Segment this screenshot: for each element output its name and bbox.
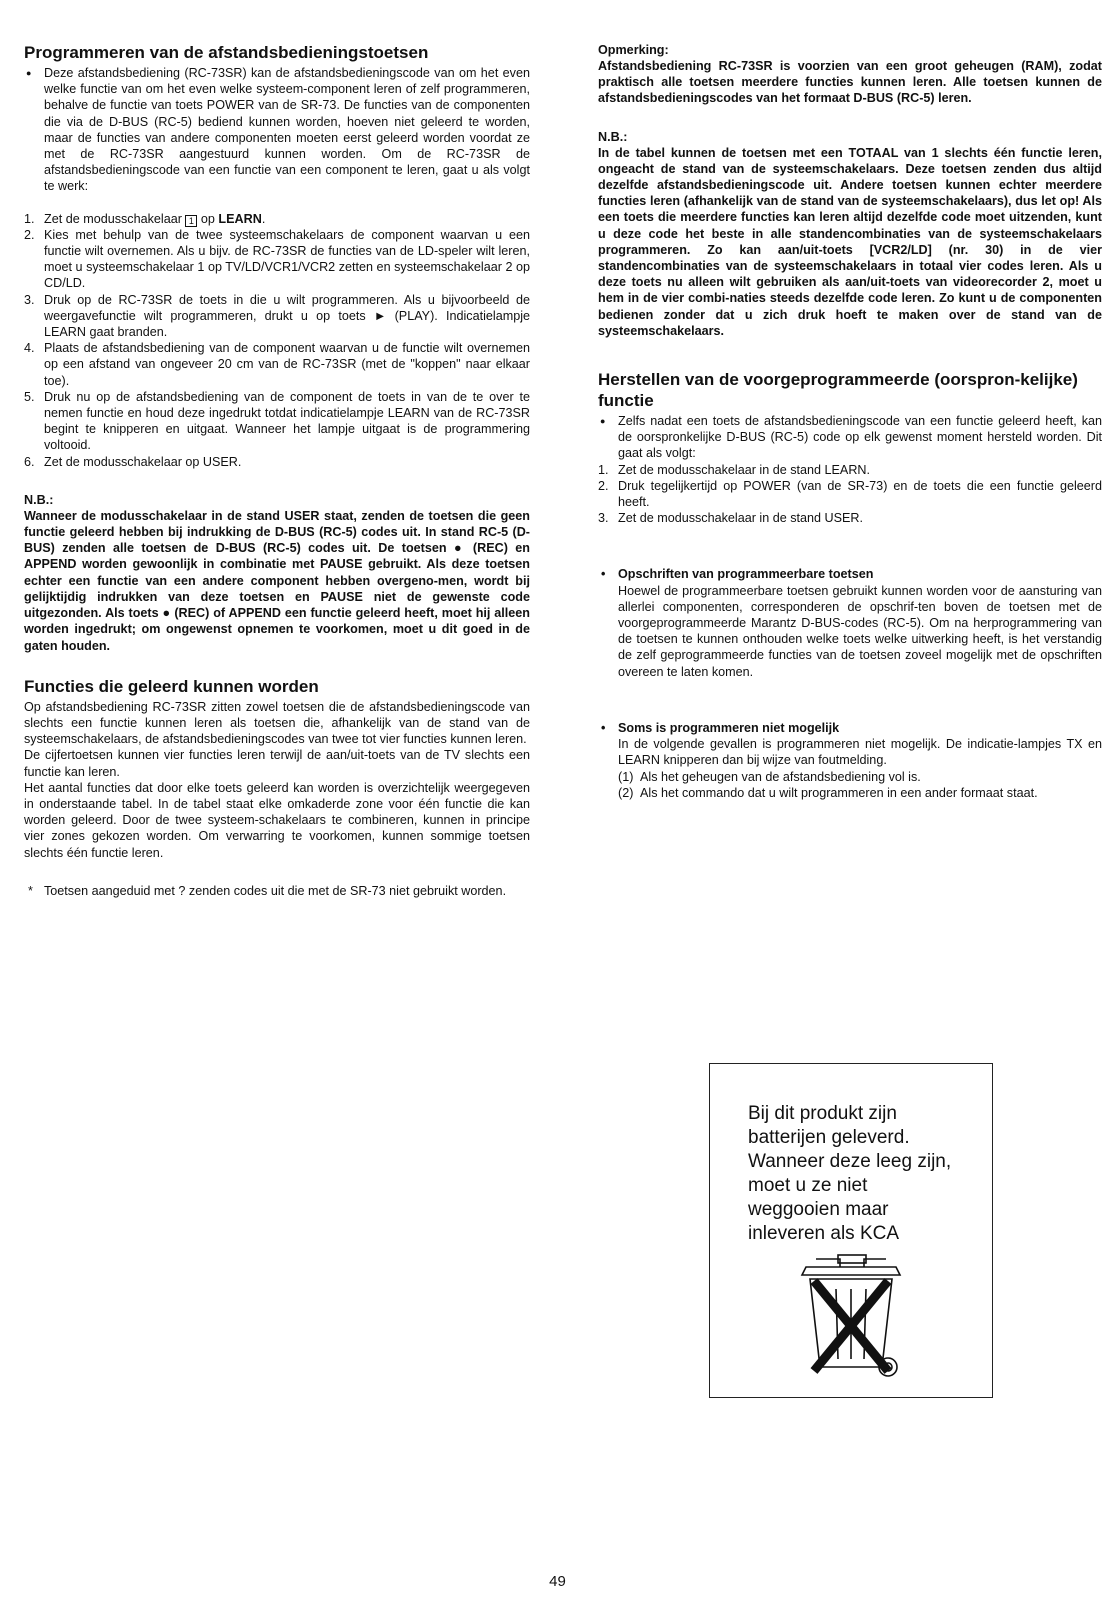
nb-title-left: N.B.:: [24, 492, 54, 507]
heading-herstellen: Herstellen van de voorgeprogrammeerde (oorspron-kelijke) functie: [598, 370, 1078, 411]
labels-text: Hoewel de programmeerbare toetsen gebruikt kunnen worden voor de aansturing van allerlei componenten, corresponderen de opschrif-ten boven de toetsen met de voorgeprogrammeerde Marantz D-BUS-codes (RC-5). Om na herprogrammering van de toetsen te kunnen onthouden welke toets welke uitwerking heeft, is het verstandig de zelf geprogrammeerde functies van de toetsen zoveel mogelijk met de opschriften overeen te laten komen.: [618, 583, 1102, 679]
functies-paragraph-2: De cijfertoetsen kunnen vier functies leren terwijl de aan/uit-toets van de TV slechts een functie kan leren.: [24, 748, 530, 779]
labels-subheading: • Opschriften van programmeerbare toetsen: [598, 566, 1102, 582]
page-number: 49: [549, 1573, 566, 1590]
restore-step-3: 3. Zet de modusschakelaar in de stand USER.: [598, 511, 864, 526]
restore-step-2: 2. Druk tegelijkertijd op POWER (van de SR-73) en de toets die een functie geleerd heeft.: [598, 478, 1102, 510]
nb-text-right: In de tabel kunnen de toetsen met een TOTAAL van 1 slechts één functie leren, ongeacht de stand van de systeemschakelaars. Deze toetsen zenden dus altijd dezelfde afstandsbedieningscode uit. Andere toetsen kunnen echter meerdere functies leren (afhankelijk van de stand van de systeemschakelaars), dus let op! Als een toets die meerdere functies kan leren altijd dezelfde code moet uitzenden, kunt u deze code het beste in alle standencombinaties van de systeemschakelaars programmeren. Zo kan aan/uit-toets [VCR2/LD] (nr. 30) in de vier standencombinaties van de systeemschakelaars in totaal vier codes leren. Als u deze toets nu alleen wilt gebruiken als aan/uit-toets van videorecorder 2, moet u hem in de vier combi-naties steeds dezelfde code leren. Zo kunt u de componenten bedienen zonder dat u zich druk hoeft te maken over de stand van de systeemschakelaars.: [598, 145, 1102, 338]
opmerking-title: Opmerking:: [598, 43, 669, 57]
learn-step-2: 2. Kies met behulp van de twee systeemschakelaars de component waarvan u een functie wilt overnemen. Als u bijv. de RC-73SR de functies van de LD-speler wilt leren, moet u systeemschakelaar 1 op TV/LD/VCR1/VCR2 zetten en systeemschakelaar 2 op CD/LD.: [24, 227, 530, 291]
nb-title-right: N.B.:: [598, 129, 628, 144]
intro-paragraph: ● Deze afstandsbediening (RC-73SR) kan de afstandsbedieningscode van om het even welke functie van om het even welke systeem-component leren of zelf programmeren, behalve de functie van toets POWER van de SR-73. De functies van de componenten die via de D-BUS (RC-5) bediend kunnen worden, hoeven niet geleerd te worden, maar de functies van andere componenten moeten eerst geleerd worden voordat ze met de RC-73SR aangestuurd kunnen worden. Om de RC-73SR de afstandsbedieningscode van een functie van een component te leren, gaat u als volgt te werk:: [24, 65, 530, 195]
restore-intro: ● Zelfs nadat een toets de afstandsbedieningscode van een functie geleerd heeft, kan de oorspronkelijke D-BUS (RC-5) code op elk gewenst moment hersteld worden. Dit gaat als volgt:: [598, 413, 1102, 462]
kca-battery-notice: [709, 1063, 993, 1398]
heading-programmeren: Programmeren van de afstandsbedieningstoetsen: [24, 43, 429, 62]
not-possible-text: In de volgende gevallen is programmeren niet mogelijk. De indicatie-lampjes TX en LEARN knipperen dan bij wijze van foutmelding.: [618, 737, 1102, 768]
learn-step-5: 5. Druk nu op de afstandsbediening van de component de toets in van de te over te nemen functie en houd deze ingedrukt totdat indicatielampje LEARN van de RC-73SR begint te knipperen en uitgaat. Wanneer het lampje uitgaat is de programmering voltooid.: [24, 389, 530, 453]
crossed-out-bin-icon: [776, 1249, 926, 1384]
learn-step-1: 1. Zet de modusschakelaar 1 op LEARN.: [24, 211, 266, 226]
restore-steps: [598, 462, 1102, 527]
kca-text: Bij dit produkt zijn batterijen geleverd. Wanneer deze leeg zijn, moet u ze niet weggooien maar inleveren als KCA: [748, 1103, 952, 1244]
not-possible-item-1: (1) Als het geheugen van de afstandsbediening vol is.: [618, 769, 921, 784]
learn-step-6: 6. Zet de modusschakelaar op USER.: [24, 454, 242, 469]
left-column: [24, 42, 530, 899]
learn-steps: [24, 211, 530, 470]
right-column: [598, 42, 1102, 801]
learn-step-3: 3. Druk op de RC-73SR de toets in die u wilt programmeren. Als u bijvoorbeeld de weergavefunctie wilt programmeren, drukt u op toets ► (PLAY). Indicatielampje LEARN gaat branden.: [24, 292, 530, 340]
not-possible-item-2: (2) Als het commando dat u wilt programmeren in een ander formaat staat.: [618, 785, 1038, 800]
heading-functies: Functies die geleerd kunnen worden: [24, 676, 319, 696]
not-possible-subheading: • Soms is programmeren niet mogelijk: [598, 720, 1102, 736]
nb-text-left: Wanneer de modusschakelaar in de stand USER staat, zenden de toetsen die geen functie geleerd hebben bij indrukking de D-BUS (RC-5) codes uit. In stand RC-5 (D-BUS) zenden alle toetsen de D-BUS (RC-5) codes uit. De toetsen ● (REC) en APPEND worden gewoonlijk in combinatie met PAUSE gebruikt. Als deze toetsen echter een functie van een andere component hebben overgeno-men, wordt bij gelijktijdig indrukken van deze toetsen en PAUSE niet de gewenste code uitgezonden. Als toets ● (REC) of APPEND een functie geleerd heeft, moet hij alleen worden ingedrukt; om ongewenst opnemen te voorkomen, moet u dit goed in de gaten houden.: [24, 508, 530, 653]
mode-switch-key-icon: 1: [185, 215, 197, 227]
footnote: * Toetsen aangeduid met ? zenden codes uit die met de SR-73 niet gebruikt worden.: [24, 883, 530, 899]
opmerking-text: Afstandsbediening RC-73SR is voorzien van een groot geheugen (RAM), zodat praktisch alle toetsen meerdere functies kunnen leren. Alle toetsen kunnen de afstandsbedieningscodes van het formaat D-BUS (RC-5) leren.: [598, 59, 1102, 106]
learn-step-4: 4. Plaats de afstandsbediening van de component waarvan u de functie wilt overnemen op een afstand van ongeveer 20 cm van de RC-73SR (met de "koppen" naar elkaar toe).: [24, 341, 530, 388]
restore-step-1: 1. Zet de modusschakelaar in de stand LEARN.: [598, 462, 871, 477]
functies-paragraph-3: Het aantal functies dat door elke toets geleerd kan worden is overzichtelijk weergegeven in onderstaande tabel. In de tabel staat elke omkaderde zone voor één functie die kan worden geleerd. Door de twee systeem-schakelaars te combineren, kunnen in principe vier zones gekozen worden. Om verwarring te voorkomen, kunnen sommige toetsen slechts één functie leren.: [24, 780, 530, 860]
functies-paragraph-1: Op afstandsbediening RC-73SR zitten zowel toetsen die de afstandsbedieningscode van slechts een functie kunnen leren als toetsen die, afhankelijk van de stand van de systeemschakelaars, de afstandsbedieningscodes van twee tot vier functies kunnen leren.: [24, 699, 530, 747]
